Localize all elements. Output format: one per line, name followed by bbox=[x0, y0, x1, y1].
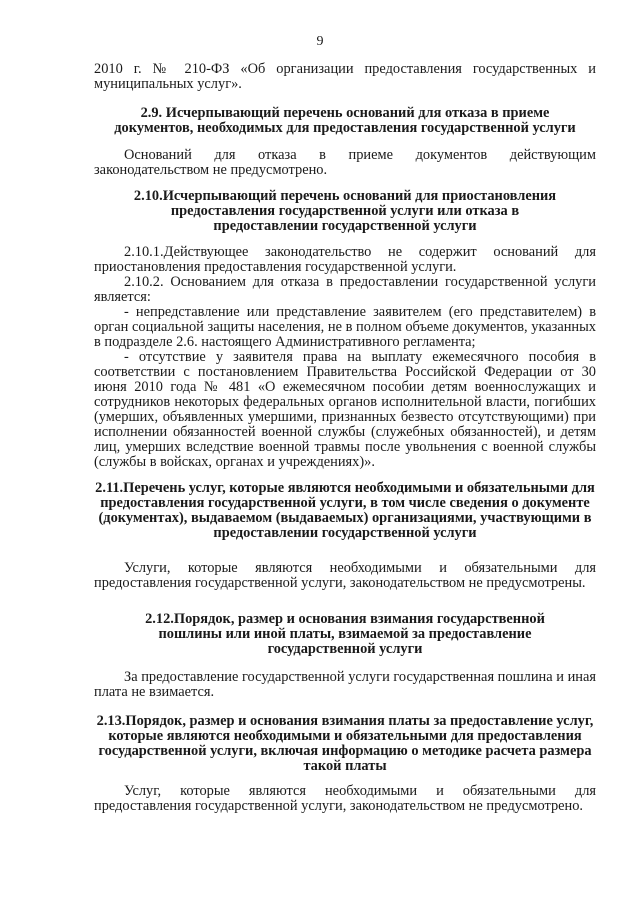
section-2-12-text: За предоставление государственной услуги государственная пошлина и иная плата не взимается. bbox=[94, 669, 596, 700]
section-2-10-heading: 2.10.Исчерпывающий перечень оснований для приостановления предоставления государственной услуги или отказа в предоставлении государственной услуги bbox=[133, 188, 557, 234]
section-2-11-text: Услуги, которые являются необходимыми и обязательными для предоставления государственной услуги, законодательством не предусмотрены. bbox=[94, 560, 596, 591]
page-number: 9 bbox=[316, 34, 324, 49]
section-2-10-1-paragraph: 2.10.1.Действующее законодательство не содержит оснований для приостановления предоставления государственной услуги. bbox=[94, 244, 596, 275]
section-2-9-text: Оснований для отказа в приеме документов действующим законодательством не предусмотрено. bbox=[94, 147, 596, 178]
section-2-10-body bbox=[94, 245, 596, 470]
intro-paragraph: 2010 г. № 210-ФЗ «Об организации предоставления государственных и муниципальных услуг». bbox=[94, 61, 596, 92]
section-2-10-2-paragraph: 2.10.2. Основанием для отказа в предоставлении государственной услуги является: bbox=[94, 274, 596, 305]
section-2-13-text: Услуг, которые являются необходимыми и обязательными для предоставления государственной услуги, законодательством не предусмотрено. bbox=[94, 783, 596, 814]
section-2-12-heading: 2.12.Порядок, размер и основания взимания государственной пошлины или иной платы, взимаемой за предоставление государственной услуги bbox=[145, 611, 545, 657]
section-2-13-heading: 2.13.Порядок, размер и основания взимания платы за предоставление услуг, которые являются необходимыми и обязательными для предоставления государственной услуги, включая информацию о методике расчета размера такой платы bbox=[96, 713, 594, 774]
refusal-reason-documents: - непредставление или представление заявителем (его представителем) в орган социальной защиты населения, не в полном объеме документов, указанных в подразделе 2.6. настоящего Административного регламента; bbox=[94, 304, 596, 350]
section-2-9-heading: 2.9. Исчерпывающий перечень оснований для отказа в приеме документов, необходимых для предоставления государственной услуги bbox=[114, 105, 576, 136]
refusal-reason-no-right: - отсутствие у заявителя права на выплату ежемесячного пособия в соответствии с постановлением Правительства Российской Федерации от 30 июня 2010 года № 481 «О ежемесячном пособии детям военнослужащих и сотрудников некоторых федеральных органов исполнительной власти, погибших (умерших, объявленных умершими, признанных безвесто отсутствующими) при исполнении обязанностей военной службы (служебных обязанностей), и детям лиц, умерших вследствие военной травмы после увольнения с военной службы (службы в войсках, органах и учреждениях)». bbox=[94, 349, 596, 470]
section-2-11-heading: 2.11.Перечень услуг, которые являются необходимыми и обязательными для предоставления государственной услуги, в том числе сведения о документе (документах), выдаваемом (выдаваемых) организациями, участвующими в предоставлении государственной услуги bbox=[95, 480, 595, 541]
